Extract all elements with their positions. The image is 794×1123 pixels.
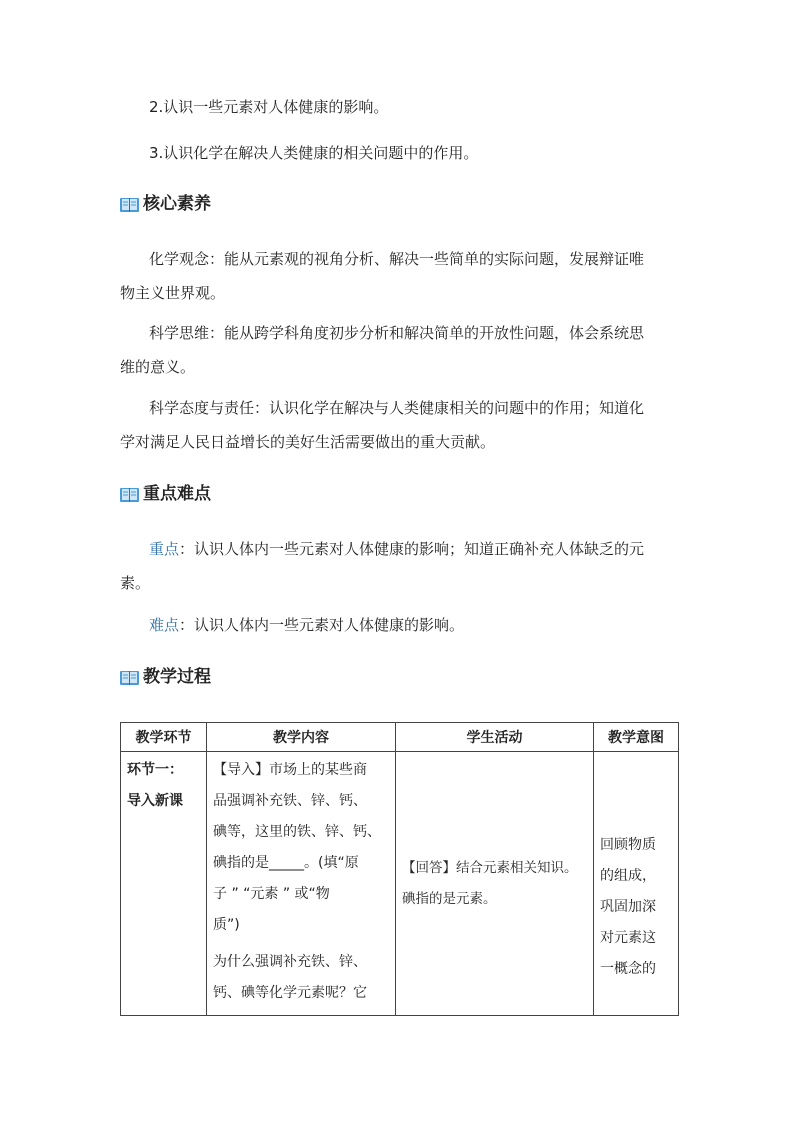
activity-line: 碘指的是元素。: [402, 890, 497, 907]
content-line: 子 ” “元素 ” 或“物: [213, 886, 330, 902]
content-line: 碘等，这里的铁、锌、钙、: [213, 824, 381, 840]
activity-line: 【回答】结合元素相关知识。: [402, 859, 578, 876]
section-title: 核心素养: [143, 194, 211, 214]
difficult-point: [149, 608, 464, 643]
section-heading-key: [120, 482, 211, 506]
core-paragraph-1-line-2: 物主义世界观。: [120, 284, 226, 302]
intent-line: 对元素这: [600, 930, 656, 946]
intent-line: 巩固加深: [600, 899, 656, 915]
difficult-label: 难点: [149, 616, 180, 634]
stage-cell: [121, 752, 207, 1016]
activity-cell: [396, 752, 594, 1016]
core-paragraph-1-line-1: 化学观念：能从元素观的视角分析、解决一些简单的实际问题，发展辩证唯: [149, 250, 645, 268]
intent-line: 的组成，: [600, 868, 656, 884]
content-line: 品强调补充铁、锌、钙、: [213, 793, 367, 809]
column-header: 教学环节: [121, 723, 207, 752]
key-point-line-1: [149, 532, 644, 567]
content-cell: [207, 752, 396, 1016]
section-title: 重点难点: [143, 484, 211, 504]
book-icon: [120, 196, 139, 213]
intent-line: 一概念的: [600, 961, 656, 977]
stage-line: 环节一：: [127, 762, 183, 778]
column-header: 教学意图: [594, 723, 679, 752]
column-header: 教学内容: [207, 723, 396, 752]
core-paragraph-2-line-1: 科学思维：能从跨学科角度初步分析和解决简单的开放性问题，体会系统思: [149, 324, 645, 342]
core-paragraph-3-line-2: 学对满足人民日益增长的美好生活需要做出的重大贡献。: [120, 433, 496, 451]
objective-3: 3.认识化学在解决人类健康的相关问题中的作用。: [149, 144, 479, 162]
table-row: [121, 752, 679, 1016]
key-label: 重点: [149, 540, 180, 558]
content-line: 为什么强调补充铁、锌、: [213, 954, 367, 970]
book-icon: [120, 669, 139, 686]
book-icon: [120, 486, 139, 503]
core-paragraph-3-line-1: 科学态度与责任：认识化学在解决与人类健康相关的问题中的作用；知道化: [149, 399, 645, 417]
table-header-row: [121, 723, 679, 752]
difficult-text: ：认识人体内一些元素对人体健康的影响。: [179, 616, 465, 634]
stage-line: 导入新课: [127, 793, 183, 809]
content-line: 碘指的是_____。(填“原: [213, 855, 359, 871]
core-paragraph-2-line-2: 维的意义。: [120, 358, 196, 376]
intent-cell: [594, 752, 679, 1016]
content-line: 质”): [213, 917, 240, 933]
teaching-process-table: [120, 722, 679, 1016]
column-header: 学生活动: [396, 723, 594, 752]
section-heading-process: [120, 665, 211, 689]
key-text: ：认识人体内一些元素对人体健康的影响；知道正确补充人体缺乏的元: [179, 540, 645, 558]
key-point-line-2: 素。: [120, 574, 151, 592]
section-heading-core: [120, 192, 211, 216]
section-title: 教学过程: [143, 667, 211, 687]
content-line: 钙、碘等化学元素呢？它: [213, 985, 367, 1001]
intent-line: 回顾物质: [600, 837, 656, 853]
objective-2: 2.认识一些元素对人体健康的影响。: [149, 98, 389, 116]
content-line: 【导入】市场上的某些商: [213, 762, 367, 778]
